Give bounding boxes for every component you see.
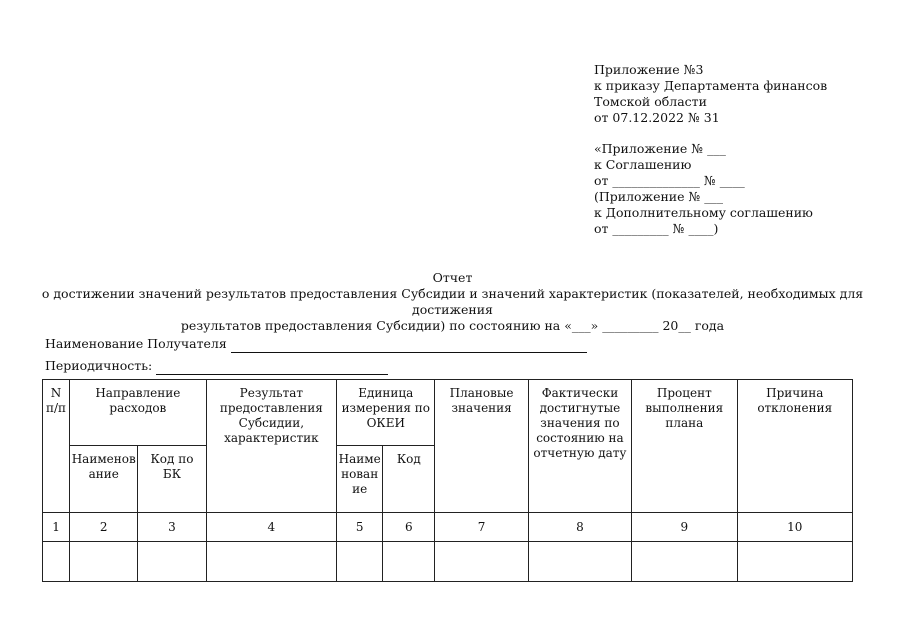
empty-cell xyxy=(528,542,631,582)
header-reason: Причина отклонения xyxy=(737,380,852,513)
report-title xyxy=(0,270,905,334)
empty-cell xyxy=(632,542,737,582)
header-result: Результат предоставления Субсидии, характеристик xyxy=(206,380,336,513)
empty-cell xyxy=(383,542,435,582)
header-dir-code: Код по БК xyxy=(138,446,206,513)
header-actual: Фактически достигнутые значения по состоянию на отчетную дату xyxy=(528,380,631,513)
agreement-line: к Дополнительному соглашению xyxy=(594,205,813,220)
periodicity-blank xyxy=(156,358,388,375)
empty-cell xyxy=(737,542,852,582)
column-number: 10 xyxy=(737,513,852,542)
column-number: 7 xyxy=(435,513,528,542)
recipient-field xyxy=(45,336,587,353)
spacer xyxy=(594,126,827,141)
empty-cell xyxy=(70,542,138,582)
report-table xyxy=(42,379,853,582)
empty-cell xyxy=(206,542,336,582)
column-number: 5 xyxy=(337,513,383,542)
agreement-line: от ______________ № ____ xyxy=(594,173,745,188)
annex-line: к приказу Департамента финансов xyxy=(594,78,828,93)
periodicity-field xyxy=(45,358,388,375)
report-title-line: результатов предоставления Субсидии) по состоянию на «___» _________ 20__ года xyxy=(180,318,725,333)
header-unit-code: Код xyxy=(383,446,435,513)
header-planned: Плановые значения xyxy=(435,380,528,513)
empty-cell xyxy=(43,542,70,582)
column-number: 1 xyxy=(43,513,70,542)
column-number: 6 xyxy=(383,513,435,542)
report-title-main: Отчет xyxy=(432,270,473,285)
agreement-line: к Соглашению xyxy=(594,157,692,172)
header-dir-name: Наименов ание xyxy=(70,446,138,513)
annex-line: от 07.12.2022 № 31 xyxy=(594,110,720,125)
header-unit-name: Наиме нован ие xyxy=(337,446,383,513)
header-num: N п/п xyxy=(43,380,70,513)
table-row xyxy=(43,542,853,582)
column-number: 8 xyxy=(528,513,631,542)
column-number: 9 xyxy=(632,513,737,542)
column-number: 2 xyxy=(70,513,138,542)
header-direction: Направление расходов xyxy=(70,380,207,446)
periodicity-label: Периодичность: xyxy=(45,358,153,373)
annex-header xyxy=(594,62,827,237)
column-number: 3 xyxy=(138,513,206,542)
recipient-label: Наименование Получателя xyxy=(45,336,227,351)
agreement-line: «Приложение № ___ xyxy=(594,141,726,156)
agreement-line: от _________ № ____) xyxy=(594,221,719,236)
header-unit: Единица измерения по ОКЕИ xyxy=(337,380,435,446)
empty-cell xyxy=(337,542,383,582)
column-number: 4 xyxy=(206,513,336,542)
report-title-line: о достижении значений результатов предоставления Субсидии и значений характеристик (показателей, необходимых для достижения xyxy=(41,286,864,317)
header-percent: Процент выполнения плана xyxy=(632,380,737,513)
empty-cell xyxy=(138,542,206,582)
agreement-line: (Приложение № ___ xyxy=(594,189,724,204)
recipient-blank xyxy=(231,336,587,353)
annex-line: Томской области xyxy=(594,94,707,109)
empty-cell xyxy=(435,542,528,582)
annex-line: Приложение №3 xyxy=(594,62,704,77)
